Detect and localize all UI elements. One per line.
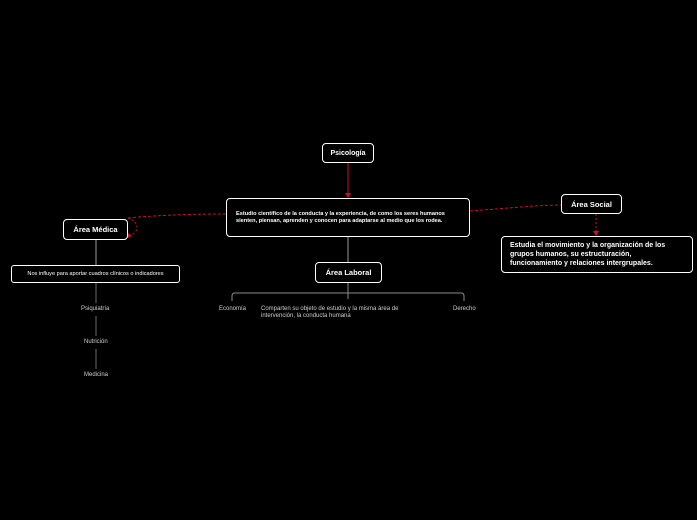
- area-social-label: Área Social: [571, 199, 612, 209]
- area-medica-item-psiquiatria[interactable]: Psiquiatría: [81, 306, 110, 312]
- area-laboral-node[interactable]: [315, 262, 382, 283]
- connector-definition-medica: [128, 214, 226, 218]
- area-laboral-item-comparten[interactable]: Comparten su objeto de estudio y la misma área de intervención, la conducta humana: [261, 306, 399, 319]
- area-medica-node[interactable]: [63, 219, 128, 240]
- area-medica-description-node[interactable]: [11, 265, 180, 283]
- definition-text: Estudio científico de la conducta y la experiencia, de como los seres humanos sienten, piensan, aprenden y conocen para adaptarse al medio que los rodea.: [236, 210, 445, 224]
- area-social-node[interactable]: [561, 194, 622, 214]
- area-social-description-node[interactable]: [501, 236, 693, 273]
- area-laboral-item-derecho[interactable]: Derecho: [453, 306, 476, 312]
- connector-definition-social: [470, 205, 561, 211]
- root-node-label: Psicología: [330, 149, 366, 157]
- area-medica-item-medicina[interactable]: Medicina: [84, 372, 109, 378]
- area-social-description: Estudia el movimiento y la organización de los grupos humanos, su estructuración, funcionamiento y relaciones intergrupales.: [510, 242, 666, 267]
- area-medica-label: Área Médica: [73, 225, 118, 234]
- area-laboral-item-economia[interactable]: Economía: [219, 306, 247, 312]
- root-node-psicologia[interactable]: [322, 143, 374, 163]
- arrowhead-medica: [128, 233, 132, 238]
- area-medica-item-nutricion[interactable]: Nutrición: [84, 339, 108, 345]
- area-medica-description: Nos influye para aportar cuadros clínicos o indicadores: [27, 271, 164, 277]
- area-laboral-label: Área Laboral: [325, 268, 372, 277]
- connector-medica-hook: [128, 218, 137, 236]
- definition-node[interactable]: [226, 198, 470, 237]
